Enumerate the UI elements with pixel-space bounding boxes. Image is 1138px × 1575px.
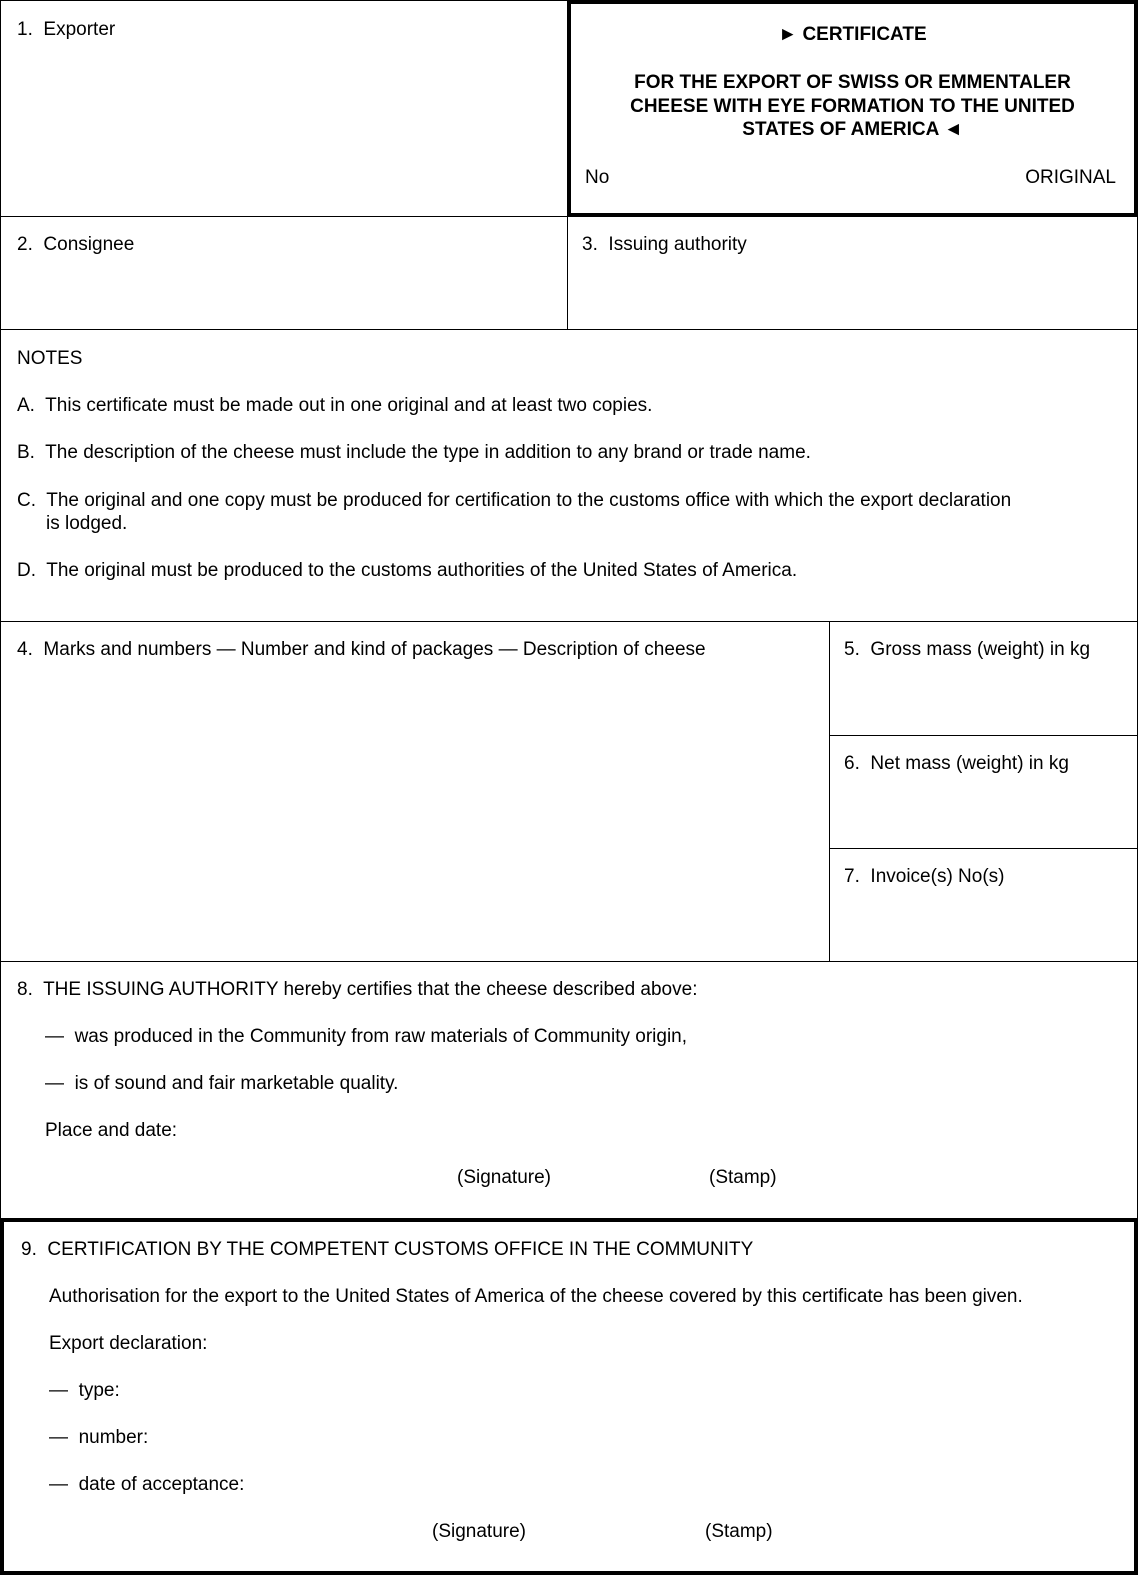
notes-title: NOTES <box>17 348 83 369</box>
notes-section <box>0 329 1138 622</box>
note-item: B. The description of the cheese must include the type in addition to any brand or trade name. <box>17 442 811 463</box>
box-net-mass[interactable] <box>829 735 1138 849</box>
stamp-label: (Stamp) <box>709 1167 777 1188</box>
box-exporter-label: 1. Exporter <box>17 19 116 40</box>
certificate-no-label: No <box>585 167 610 188</box>
box-invoices[interactable] <box>829 848 1138 962</box>
box-issuing-authority-label: 3. Issuing authority <box>582 234 747 255</box>
certification-point: — is of sound and fair marketable quality. <box>45 1073 399 1094</box>
export-declaration-date: — date of acceptance: <box>49 1474 245 1495</box>
box-customs-certification-title: 9. CERTIFICATION BY THE COMPETENT CUSTOMS OFFICE IN THE COMMUNITY <box>21 1239 754 1260</box>
stamp-label: (Stamp) <box>705 1521 773 1542</box>
box-consignee[interactable] <box>0 216 568 330</box>
certificate-original-label: ORIGINAL <box>1025 167 1116 188</box>
certificate-subtitle-line-2: CHEESE WITH EYE FORMATION TO THE UNITED <box>630 96 1075 117</box>
box-issuing-certification-intro: 8. THE ISSUING AUTHORITY hereby certifies that the cheese described above: <box>17 979 698 1000</box>
certificate-subtitle-line-1: FOR THE EXPORT OF SWISS OR EMMENTALER <box>634 72 1071 93</box>
export-declaration-number: — number: <box>49 1427 149 1448</box>
box-gross-mass-label: 5. Gross mass (weight) in kg <box>844 639 1091 660</box>
box-marks-numbers-label: 4. Marks and numbers — Number and kind of packages — Description of cheese <box>17 639 706 660</box>
certificate-title: ► CERTIFICATE <box>778 24 927 45</box>
box-customs-certification[interactable] <box>0 1218 1138 1575</box>
certificate-header <box>567 0 1138 217</box>
export-declaration-label: Export declaration: <box>49 1333 208 1354</box>
place-date-label: Place and date: <box>45 1120 178 1141</box>
note-item-continuation: is lodged. <box>46 513 128 534</box>
box-consignee-label: 2. Consignee <box>17 234 135 255</box>
authorisation-text: Authorisation for the export to the United States of America of the cheese covered by this certificate has been given. <box>49 1286 1023 1307</box>
note-item: C. The original and one copy must be produced for certification to the customs office with which the export declaration <box>17 490 1012 511</box>
note-item: D. The original must be produced to the customs authorities of the United States of America. <box>17 560 798 581</box>
signature-label: (Signature) <box>457 1167 551 1188</box>
signature-label: (Signature) <box>432 1521 526 1542</box>
arrow-left-icon: ◄ <box>943 119 963 140</box>
certificate-subtitle-line-3: STATES OF AMERICA ◄ <box>742 119 963 140</box>
box-net-mass-label: 6. Net mass (weight) in kg <box>844 753 1069 774</box>
arrow-right-icon: ► <box>778 24 798 45</box>
certification-point: — was produced in the Community from raw materials of Community origin, <box>45 1026 688 1047</box>
export-declaration-type: — type: <box>49 1380 120 1401</box>
box-issuing-authority[interactable] <box>567 216 1138 330</box>
box-gross-mass[interactable] <box>829 621 1138 736</box>
box-issuing-certification[interactable] <box>0 961 1138 1219</box>
box-exporter[interactable] <box>0 0 568 217</box>
box-marks-numbers[interactable] <box>0 621 830 962</box>
box-invoices-label: 7. Invoice(s) No(s) <box>844 866 1005 887</box>
note-item: A. This certificate must be made out in one original and at least two copies. <box>17 395 653 416</box>
